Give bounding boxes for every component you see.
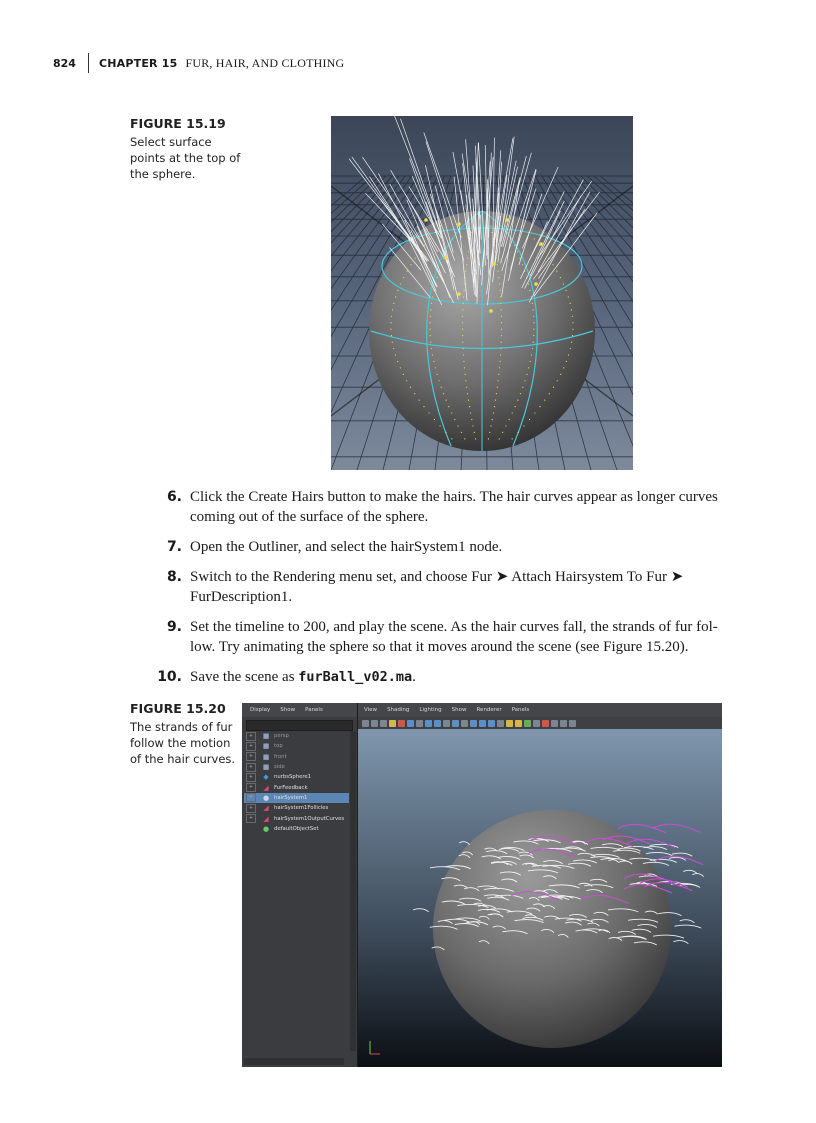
set-icon: ● [262,824,270,833]
outliner-item-FurFeedback[interactable] [244,782,349,792]
step-10 [150,667,740,687]
step-text: Set the timeline to 200, and play the scene. As the hair curves fall, the strands of fur fol-low. Try animating the sphere so that it moves around the scene (see Figure 15.20). [190,619,718,655]
hair-system-icon: ● [262,793,270,802]
nurbs-icon: ◆ [263,773,269,782]
two-sided-lighting-icon[interactable] [560,720,567,727]
outliner-item-label: side [274,764,285,771]
viewport-toolbar [358,717,722,729]
viewport-menu-show[interactable]: Show [451,707,467,713]
close-icon[interactable] [569,720,576,727]
expand-icon[interactable]: + [246,752,256,761]
xray-components-icon[interactable] [551,720,558,727]
step-number: 10. [157,669,182,685]
chapter-label: CHAPTER 15 [98,56,178,70]
step-8 [150,567,740,607]
outliner-item-hairSystem1Follicles[interactable] [244,803,349,813]
outliner-menu-display[interactable]: Display [250,707,271,713]
expand-icon[interactable]: + [246,804,256,813]
field-chart-icon[interactable] [443,720,450,727]
figure-15-19-caption [130,116,242,182]
step-number: 8. [166,569,182,585]
viewport-menu-renderer[interactable]: Renderer [476,707,502,713]
instruction-steps [150,487,740,697]
gate-mask-icon[interactable] [434,720,441,727]
outliner-menu-show[interactable]: Show [280,707,296,713]
step-text: Open the Outliner, and select the hairSystem1 node. [190,539,503,555]
step-7 [150,537,740,557]
figure-15-19-image [331,116,633,470]
wireframe-icon[interactable] [470,720,477,727]
figure-15-20-caption [130,701,242,767]
camera-attributes-icon[interactable] [371,720,378,727]
step-text-after: . [412,669,416,685]
outliner-item-label: front [274,753,287,760]
shadows-icon[interactable] [515,720,522,727]
camera-select-icon[interactable] [362,720,369,727]
figure-15-20-maya-screenshot [242,703,722,1067]
outliner-item-defaultObjectSet[interactable] [244,824,349,834]
figure-caption-text: Select surface points at the top of the sphere. [130,135,241,181]
outliner-item-hairSystem1OutputCurves[interactable] [244,813,349,823]
step-number: 7. [166,539,182,555]
outliner-item-top[interactable] [244,741,349,751]
viewport-menu-view[interactable]: View [364,707,378,713]
viewport-menu-panels[interactable]: Panels [511,707,530,713]
outliner-search-input[interactable] [246,720,353,731]
viewport-canvas[interactable] [358,729,722,1067]
isolate-select-icon[interactable] [524,720,531,727]
figure-label: FIGURE 15.19 [130,116,226,131]
chapter-title: FUR, HAIR, AND CLOTHING [185,55,345,70]
outliner-vertical-scrollbar[interactable] [350,731,356,1051]
step-number: 9. [166,619,182,635]
fur-icon: ◢ [263,783,269,792]
step-text: Switch to the Rendering menu set, and choose Fur ➤ Attach Hairsystem To Fur ➤ FurDescription1. [190,569,684,605]
outliner-item-nurbsSphere1[interactable] [244,772,349,782]
step-6 [150,487,740,527]
bookmark-icon[interactable] [380,720,387,727]
step-text-before: Save the scene as [190,669,299,685]
header-divider [88,53,89,73]
viewport-menu-lighting[interactable]: Lighting [419,707,442,713]
outliner-item-label: persp [274,733,289,740]
grid-icon[interactable] [407,720,414,727]
textured-icon[interactable] [497,720,504,727]
expand-placeholder [246,824,256,833]
expand-icon[interactable]: + [246,763,256,772]
outliner-item-label: top [274,743,283,750]
page-number: 824 [53,56,76,70]
outliner-horizontal-scrollbar[interactable] [244,1058,344,1065]
fur-sphere-render [358,729,722,1067]
outliner-panel [242,703,358,1067]
expand-icon[interactable]: + [246,773,256,782]
outliner-item-label: hairSystem1Follicles [274,805,329,812]
outliner-menu-bar [242,703,357,717]
expand-icon[interactable]: + [246,742,256,751]
running-header [53,53,344,73]
smooth-shade-icon[interactable] [479,720,486,727]
safe-action-icon[interactable] [452,720,459,727]
film-gate-icon[interactable] [416,720,423,727]
camera-icon: ■ [262,732,270,741]
outliner-item-label: defaultObjectSet [274,825,319,832]
sphere-viewport-render [331,116,633,470]
safe-title-icon[interactable] [461,720,468,727]
wireframe-on-shaded-icon[interactable] [488,720,495,727]
camera-icon: ■ [262,763,270,772]
resolution-gate-icon[interactable] [425,720,432,727]
outliner-item-label: nurbsSphere1 [274,774,312,781]
outliner-item-persp[interactable] [244,731,349,741]
outliner-item-label: FurFeedback [274,784,308,791]
figure-caption-text: The strands of fur follow the motion of the hair curves. [130,720,236,766]
step-number: 6. [166,489,182,505]
step-text [190,667,740,687]
expand-icon[interactable]: + [246,783,256,792]
xray-icon[interactable] [533,720,540,727]
outliner-item-hairSystem1[interactable] [244,793,349,803]
record-icon[interactable] [398,720,405,727]
outliner-menu-panels[interactable]: Panels [305,707,323,713]
step-9 [150,617,740,657]
outliner-item-front[interactable] [244,752,349,762]
figure-label: FIGURE 15.20 [130,701,226,716]
use-all-lights-icon[interactable] [506,720,513,727]
outliner-list [244,731,349,834]
camera-icon: ■ [262,752,270,761]
expand-icon[interactable]: + [246,732,256,741]
viewport-panel [358,703,722,1067]
fur-icon: ◢ [263,814,269,823]
outliner-item-side[interactable] [244,762,349,772]
xray-joints-icon[interactable] [542,720,549,727]
camera-icon: ■ [262,742,270,751]
step-text: Click the Create Hairs button to make the hairs. The hair curves appear as longer curves coming out of the surface of the sphere. [190,489,718,525]
filename-code: furBall_v02.ma [298,669,413,685]
fur-icon: ◢ [263,804,269,813]
expand-icon[interactable]: + [246,793,256,802]
image-plane-icon[interactable] [389,720,396,727]
outliner-item-label: hairSystem1 [274,794,308,801]
viewport-menu-shading[interactable]: Shading [387,707,410,713]
viewport-menu-bar [358,703,722,717]
outliner-item-label: hairSystem1OutputCurves [274,815,345,822]
expand-icon[interactable]: + [246,814,256,823]
